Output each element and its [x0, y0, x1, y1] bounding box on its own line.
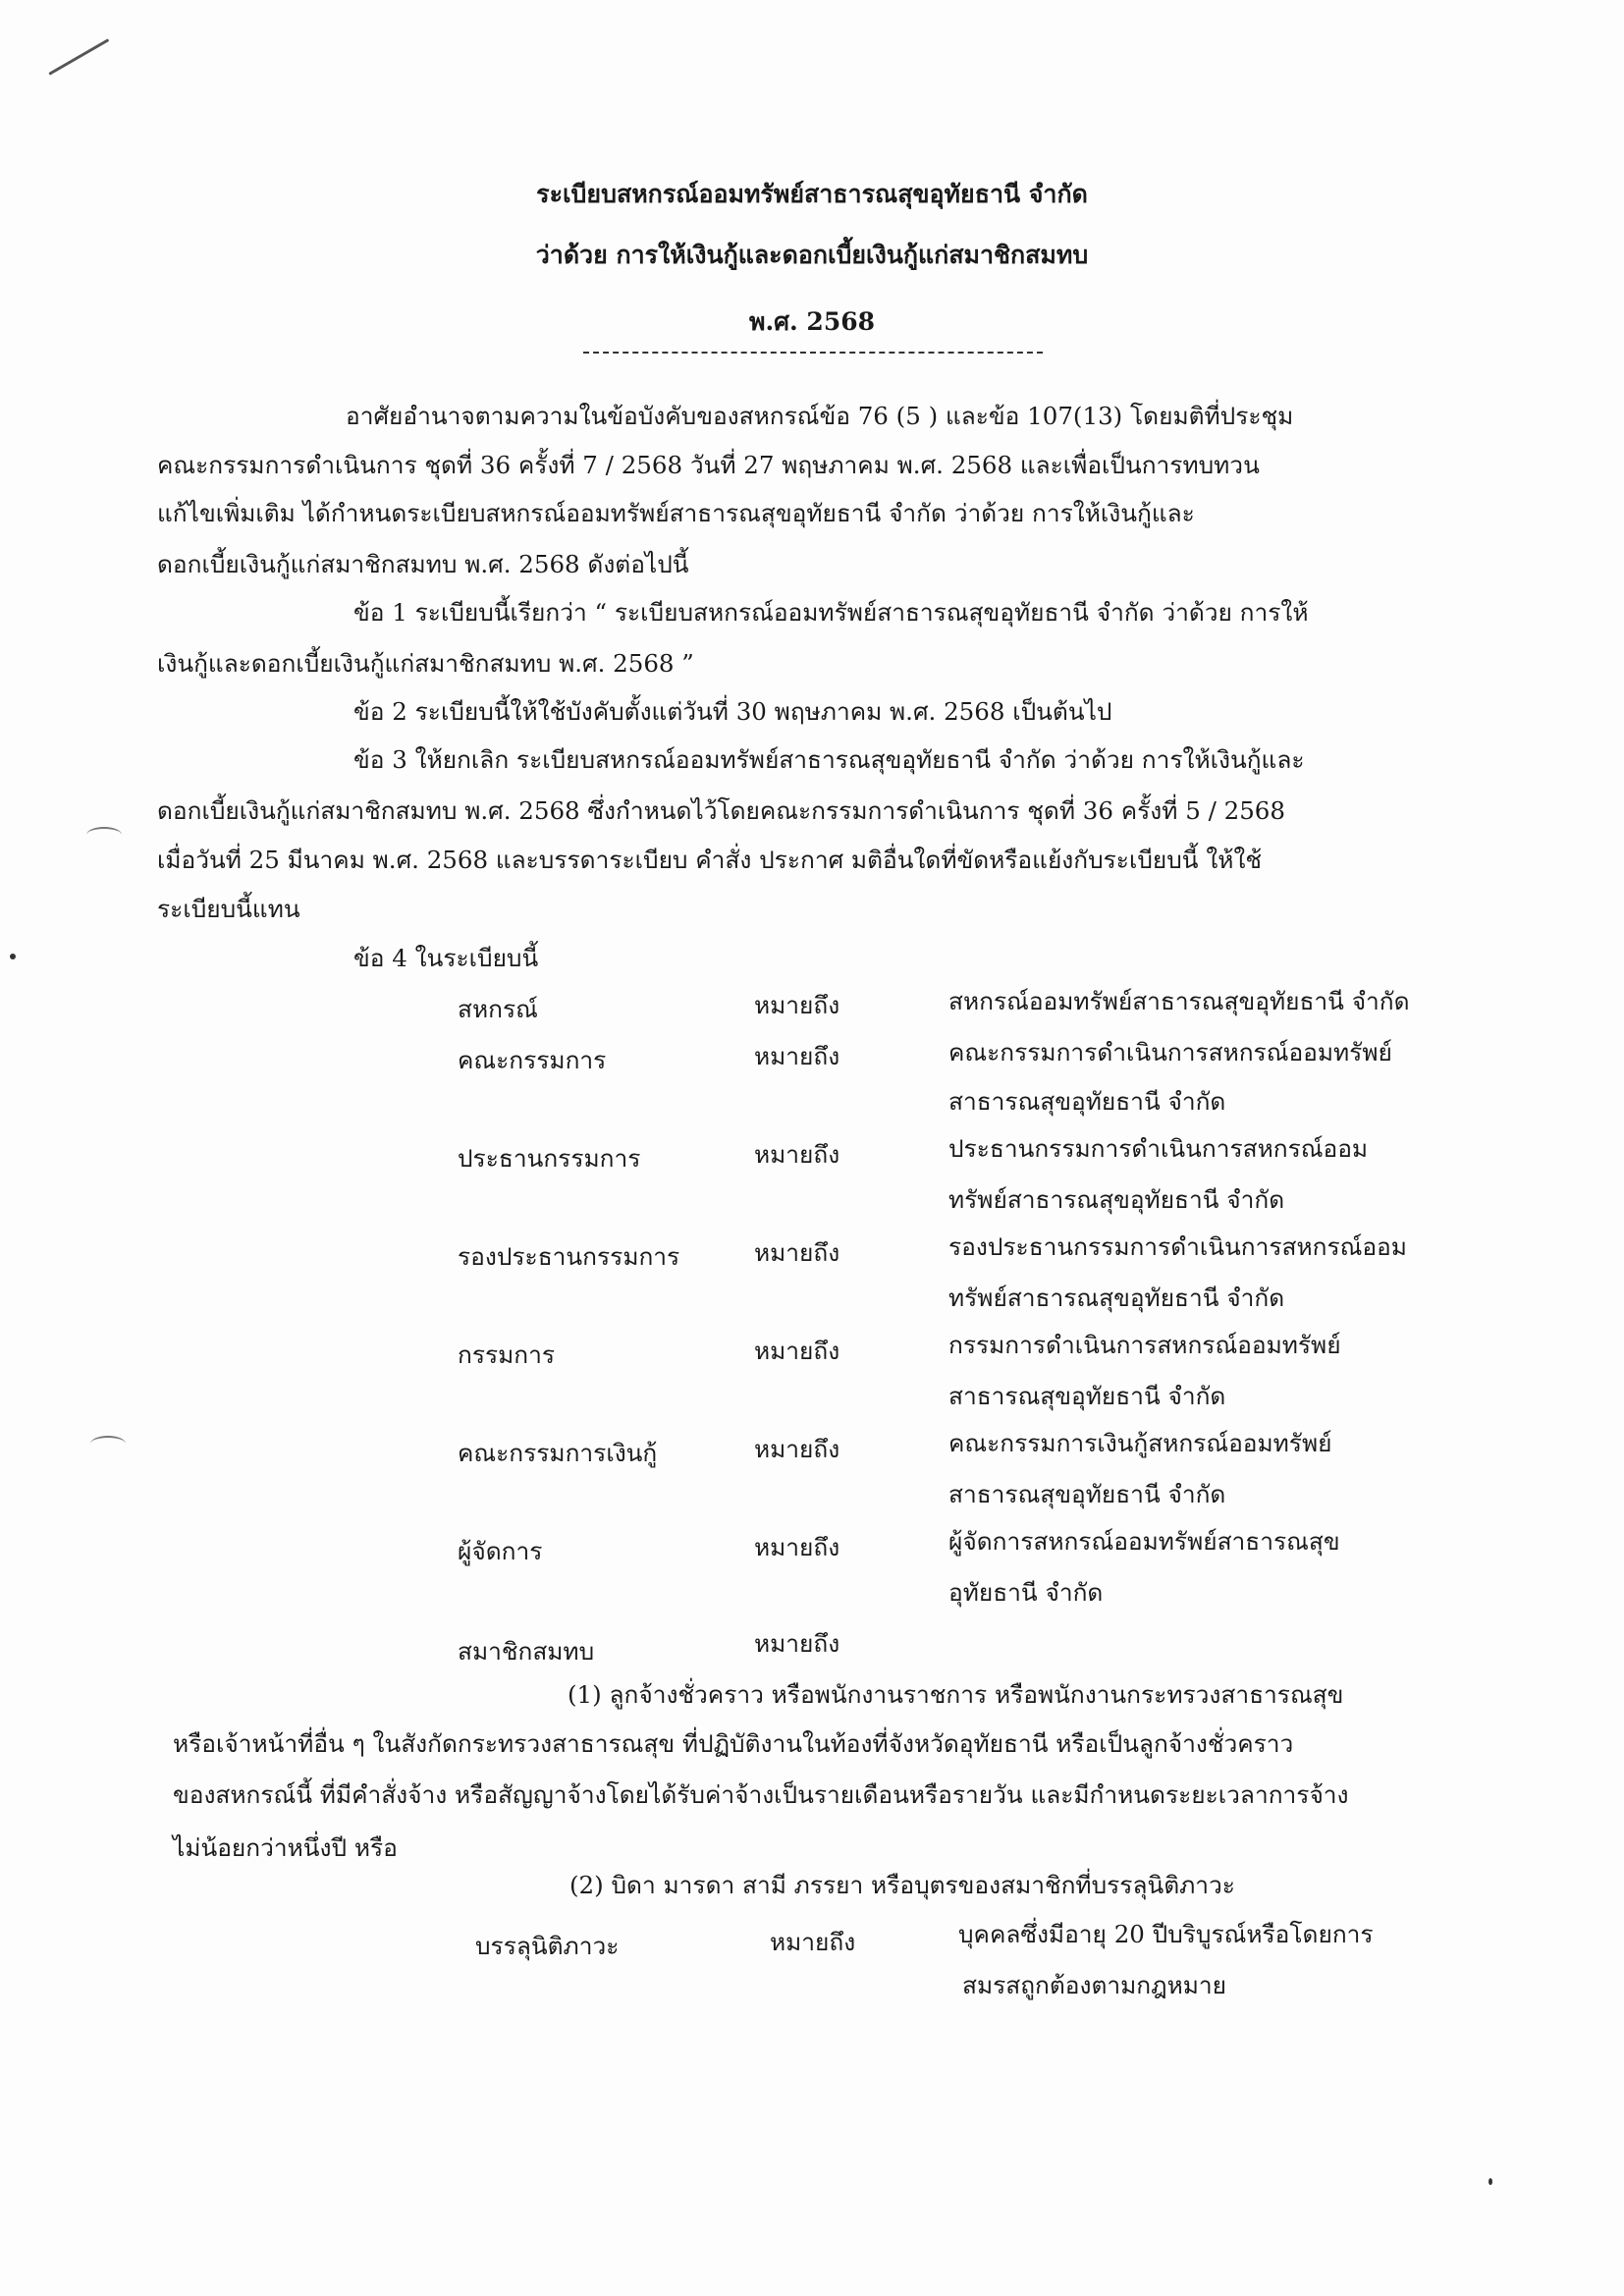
definition-text: อุทัยธานี จำกัด	[948, 1578, 1104, 1607]
document-year: พ.ศ. 2568	[748, 307, 876, 336]
definition-means: หมายถึง	[754, 1140, 840, 1169]
definition-text: คณะกรรมการเงินกู้สหกรณ์ออมทรัพย์	[948, 1429, 1332, 1457]
definition-means: หมายถึง	[754, 991, 840, 1019]
document-title: ระเบียบสหกรณ์ออมทรัพย์สาธารณสุขอุทัยธานี จำกัด	[536, 180, 1088, 208]
definition-text: สมรสถูกต้องตามกฎหมาย	[962, 1971, 1226, 1999]
definition-term: คณะกรรมการเงินกู้	[458, 1439, 658, 1467]
definition-term: รองประธานกรรมการ	[458, 1242, 680, 1271]
definition-means: หมายถึง	[754, 1533, 840, 1561]
definition-means: หมายถึง	[754, 1042, 840, 1070]
preamble-line: แก้ไขเพิ่มเติม ได้กำหนดระเบียบสหกรณ์ออมทรัพย์สาธารณสุขอุทัยธานี จำกัด ว่าด้วย การให้เงินกู้และ	[157, 499, 1195, 527]
definition-term: กรรมการ	[458, 1340, 556, 1369]
definition-text: ผู้จัดการสหกรณ์ออมทรัพย์สาธารณสุข	[948, 1527, 1340, 1556]
definition-term: ประธานกรรมการ	[458, 1144, 641, 1173]
member-item-1-line: (1) ลูกจ้างชั่วคราว หรือพนักงานราชการ หรือพนักงานกระทรวงสาธารณสุข	[568, 1680, 1344, 1709]
definition-means: หมายถึง	[754, 1337, 840, 1365]
clause-3-line: ระเบียบนี้แทน	[157, 895, 300, 923]
member-item-1-line: หรือเจ้าหน้าที่อื่น ๆ ในสังกัดกระทรวงสาธารณสุข ที่ปฏิบัติงานในท้องที่จังหวัดอุทัยธานี หรือเป็นลูกจ้างชั่วคราว	[173, 1729, 1294, 1758]
definition-text: สาธารณสุขอุทัยธานี จำกัด	[948, 1382, 1226, 1410]
definition-text: คณะกรรมการดำเนินการสหกรณ์ออมทรัพย์	[948, 1038, 1392, 1066]
clause-3-line: ดอกเบี้ยเงินกู้แก่สมาชิกสมทบ พ.ศ. 2568 ซึ่งกำหนดไว้โดยคณะกรรมการดำเนินการ ชุดที่ 36 ครั้งที่ 5 / 2568	[157, 796, 1285, 825]
member-item-2-line: (2) บิดา มารดา สามี ภรรยา หรือบุตรของสมาชิกที่บรรลุนิติภาวะ	[569, 1871, 1235, 1899]
definition-text: ประธานกรรมการดำเนินการสหกรณ์ออม	[948, 1134, 1369, 1163]
pen-mark	[48, 38, 109, 76]
definition-term: คณะกรรมการ	[458, 1046, 607, 1074]
document-subtitle: ว่าด้วย การให้เงินกู้และดอกเบี้ยเงินกู้แก่สมาชิกสมทบ	[535, 241, 1089, 269]
definition-term: ผู้จัดการ	[458, 1537, 543, 1565]
title-separator	[583, 352, 1043, 354]
definition-text: สาธารณสุขอุทัยธานี จำกัด	[948, 1087, 1226, 1116]
definition-means: หมายถึง	[754, 1629, 840, 1658]
definition-term: สมาชิกสมทบ	[458, 1637, 595, 1666]
preamble-line: ดอกเบี้ยเงินกู้แก่สมาชิกสมทบ พ.ศ. 2568 ดังต่อไปนี้	[157, 550, 689, 578]
definition-means: หมายถึง	[770, 1928, 856, 1956]
member-item-1-line: ของสหกรณ์นี้ ที่มีคำสั่งจ้าง หรือสัญญาจ้างโดยได้รับค่าจ้างเป็นรายเดือนหรือรายวัน และมีกำหนดระยะเวลาการจ้าง	[173, 1780, 1349, 1809]
punch-hole-mark	[90, 1436, 126, 1451]
definition-term: บรรลุนิติภาวะ	[475, 1932, 620, 1960]
speck-mark	[1489, 2178, 1492, 2185]
definition-term: สหกรณ์	[458, 995, 538, 1023]
clause-4-heading: ข้อ 4 ในระเบียบนี้	[353, 944, 539, 972]
definition-text: สาธารณสุขอุทัยธานี จำกัด	[948, 1480, 1226, 1508]
definition-text: ทรัพย์สาธารณสุขอุทัยธานี จำกัด	[948, 1185, 1285, 1214]
member-item-1-line: ไม่น้อยกว่าหนึ่งปี หรือ	[173, 1833, 398, 1862]
clause-3-line: ข้อ 3 ให้ยกเลิก ระเบียบสหกรณ์ออมทรัพย์สาธารณสุขอุทัยธานี จำกัด ว่าด้วย การให้เงินกู้และ	[353, 745, 1305, 774]
clause-1-line: เงินกู้และดอกเบี้ยเงินกู้แก่สมาชิกสมทบ พ.ศ. 2568 ”	[157, 649, 694, 678]
clause-2-line: ข้อ 2 ระเบียบนี้ให้ใช้บังคับตั้งแต่วันที่ 30 พฤษภาคม พ.ศ. 2568 เป็นต้นไป	[353, 697, 1112, 726]
preamble-line: คณะกรรมการดำเนินการ ชุดที่ 36 ครั้งที่ 7 / 2568 วันที่ 27 พฤษภาคม พ.ศ. 2568 และเพื่อเป็นการทบทวน	[157, 451, 1260, 479]
definition-text: บุคคลซึ่งมีอายุ 20 ปีบริบูรณ์หรือโดยการ	[958, 1920, 1374, 1948]
definition-means: หมายถึง	[754, 1238, 840, 1267]
clause-1-line: ข้อ 1 ระเบียบนี้เรียกว่า “ ระเบียบสหกรณ์ออมทรัพย์สาธารณสุขอุทัยธานี จำกัด ว่าด้วย การให้	[353, 598, 1309, 627]
speck-mark	[10, 954, 16, 959]
definition-text: กรรมการดำเนินการสหกรณ์ออมทรัพย์	[948, 1331, 1341, 1359]
definition-text: รองประธานกรรมการดำเนินการสหกรณ์ออม	[948, 1232, 1407, 1261]
clause-3-line: เมื่อวันที่ 25 มีนาคม พ.ศ. 2568 และบรรดาระเบียบ คำสั่ง ประกาศ มติอื่นใดที่ขัดหรือแย้งกับระเบียบนี้ ให้ใช้	[157, 846, 1263, 874]
preamble-line: อาศัยอำนาจตามความในข้อบังคับของสหกรณ์ข้อ 76 (5 ) และข้อ 107(13) โดยมติที่ประชุม	[346, 402, 1294, 430]
definition-text: ทรัพย์สาธารณสุขอุทัยธานี จำกัด	[948, 1284, 1285, 1312]
punch-hole-mark	[86, 827, 122, 843]
definition-means: หมายถึง	[754, 1435, 840, 1463]
definition-text: สหกรณ์ออมทรัพย์สาธารณสุขอุทัยธานี จำกัด	[948, 987, 1410, 1015]
